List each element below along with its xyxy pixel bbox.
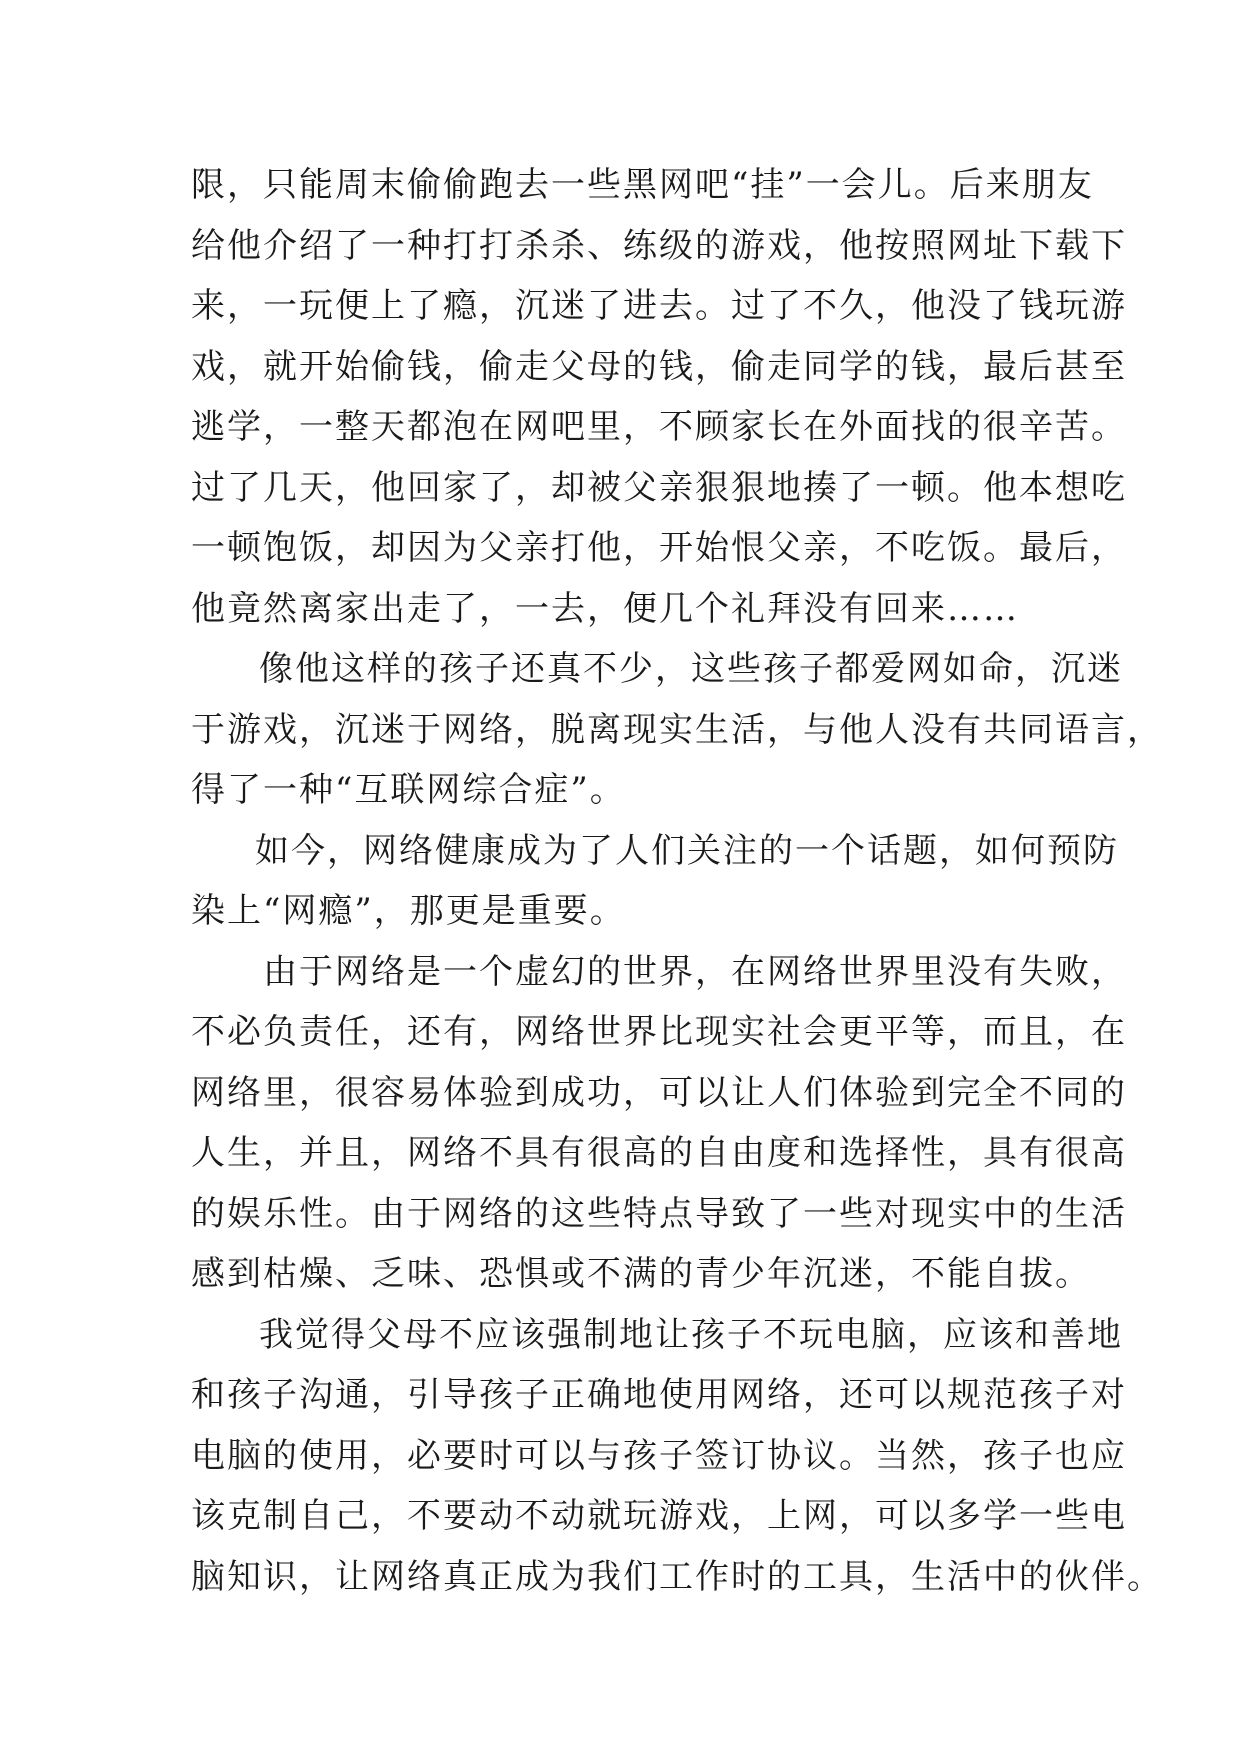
text-line: 得了一种“互联网综合症”。 <box>191 770 626 810</box>
text-line: 过了几天，他回家了，却被父亲狠狠地揍了一顿。他本想吃 <box>191 467 1127 508</box>
text-line: 和孩子沟通，引导孩子正确地使用网络，还可以规范孩子对 <box>191 1375 1127 1415</box>
text-line: 电脑的使用，必要时可以与孩子签订协议。当然，孩子也应 <box>191 1435 1127 1476</box>
text-line: 该克制自己，不要动不动就玩游戏，上网，可以多学一些电 <box>191 1496 1127 1536</box>
text-line: 逃学，一整天都泡在网吧里，不顾家长在外面找的很辛苦。 <box>191 407 1127 447</box>
paragraph-first-line: 由于网络是一个虚幻的世界，在网络世界里没有失败， <box>263 951 1127 992</box>
text-line: 感到枯燥、乏味、恐惧或不满的青少年沉迷，不能自拔。 <box>191 1254 1091 1294</box>
text-line: 网络里，很容易体验到成功，可以让人们体验到完全不同的 <box>191 1072 1127 1113</box>
paragraph-first-line: 如今，网络健康成为了人们关注的一个话题，如何预防 <box>255 830 1119 871</box>
body-text <box>191 155 1163 1607</box>
text-line: 于游戏，沉迷于网络，脱离现实生活，与他人没有共同语言， <box>191 709 1163 750</box>
text-line: 人生，并且，网络不具有很高的自由度和选择性，具有很高 <box>191 1133 1127 1173</box>
paragraph-first-line: 我觉得父母不应该强制地让孩子不玩电脑，应该和善地 <box>259 1314 1123 1355</box>
text-line: 限，只能周末偷偷跑去一些黑网吧“挂”一会儿。后来朋友 <box>191 165 1094 205</box>
text-line: 给他介绍了一种打打杀杀、练级的游戏，他按照网址下载下 <box>191 225 1127 266</box>
text-line: 戏，就开始偷钱，偷走父母的钱，偷走同学的钱，最后甚至 <box>191 346 1127 387</box>
text-line: 他竟然离家出走了，一去，便几个礼拜没有回来…… <box>191 588 1019 629</box>
paragraph-first-line: 像他这样的孩子还真不少，这些孩子都爱网如命，沉迷 <box>259 649 1123 689</box>
text-line: 不必负责任，还有，网络世界比现实社会更平等，而且，在 <box>191 1012 1127 1052</box>
text-line: 染上“网瘾”，那更是重要。 <box>191 891 626 931</box>
text-line: 脑知识，让网络真正成为我们工作时的工具，生活中的伙伴。 <box>191 1556 1163 1597</box>
text-line: 的娱乐性。由于网络的这些特点导致了一些对现实中的生活 <box>191 1193 1127 1234</box>
text-line: 来，一玩便上了瘾，沉迷了进去。过了不久，他没了钱玩游 <box>191 286 1127 326</box>
text-line: 一顿饱饭，却因为父亲打他，开始恨父亲，不吃饭。最后， <box>191 528 1127 568</box>
